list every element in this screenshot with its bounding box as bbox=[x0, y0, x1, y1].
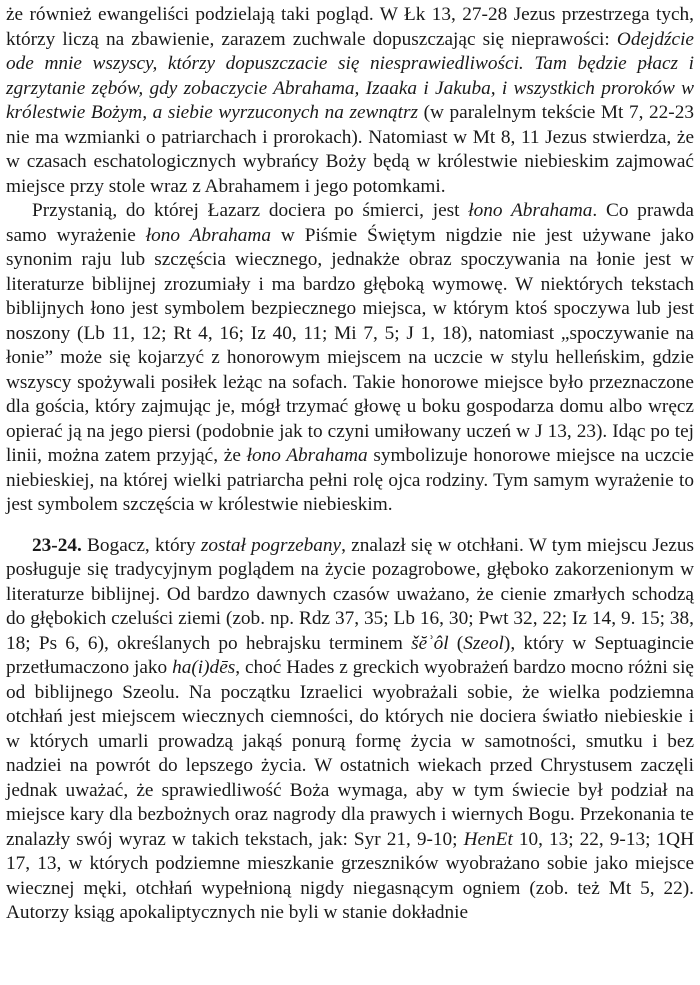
text-run: że również ewangeliści podzielają taki pogląd. W Łk 13, 27-28 Jezus przestrzega tych, którzy liczą na zbawienie, zarazem zuchwale dopuszczając się nieprawości: bbox=[6, 4, 694, 50]
italic-text-run: ha(i)dēs bbox=[172, 657, 236, 678]
italic-text-run: łono Abrahama bbox=[246, 445, 368, 466]
text-run: Przystanią, do której Łazarz dociera po śmierci, jest bbox=[32, 200, 469, 221]
bold-verse-reference: 23-24. bbox=[32, 534, 82, 556]
paragraph-spacer bbox=[6, 518, 694, 534]
text-run: Bogacz, który bbox=[81, 534, 201, 556]
text-run: symbolizuje honorowe miejsce na uczcie niebieskiej, na której wielki patriarcha pełni rolę ojca rodziny. Tym samym wyrażenie to jest symbolem szczęścia w królestwie niebieskim. bbox=[6, 445, 694, 515]
italic-text-run: šĕʾôl bbox=[411, 632, 449, 654]
italic-text-run: łono Abrahama bbox=[145, 224, 271, 246]
text-run: 10, 13; 22, 9-13; 1QH 17, 13, w których podziemne mieszkanie grzeszników wyobrażano sobie jako miejsce wiecznej męki, otchłań wypełnioną nigdy niegasnącym ogniem (zob. też Mt 5, 22). Autorzy ksiąg apokaliptycznych nie byli w stanie dokładnie bbox=[6, 828, 694, 923]
text-run: , znalazł się w otchłani. W tym miejscu Jezus posługuje się tradycyjnym poglądem na życie pozagrobowe, głęboko zakorzenionym w literaturze biblijnej. Od bardzo dawnych czasów uważano, że cienie zmarłych schodzą do głębokich czeluści ziemi (zob. np. Rdz 37, 35; Lb 16, 30; Pwt 32, 22; Iz 14, 9. 15; 38, 18; Ps 6, 6), określanych po hebrajsku terminem bbox=[6, 534, 694, 654]
text-run: (w paralelnym tekście Mt 7, 22-23 nie ma wzmianki o patriarchach i prorokach). Natomiast w Mt 8, 11 Jezus stwierdza, że w czasach eschatologicznych wybrańcy Boży będą w królestwie niebieskim zajmować miejsce przy stole wraz z Abrahamem i jego potomkami. bbox=[6, 102, 694, 197]
italic-text-run: łono Abrahama bbox=[468, 200, 593, 221]
paragraph-2 bbox=[6, 199, 694, 518]
text-run: ), który w Septuagincie przetłumaczono jako bbox=[6, 632, 694, 678]
italic-text-run: Odejdźcie ode mnie wszyscy, którzy dopuszczacie się niesprawiedliwości. Tam będzie płacz i zgrzytanie zębów, gdy zobaczycie Abrahama, Izaaka i Jakuba, i wszystkich proroków w królestwie Bożym, a siebie wyrzuconych na zewnątrz bbox=[6, 28, 694, 123]
italic-text-run: HenEt bbox=[463, 828, 513, 850]
text-run: ( bbox=[448, 632, 464, 654]
paragraph-1 bbox=[6, 3, 694, 199]
italic-text-run: został pogrzebany bbox=[200, 534, 342, 556]
text-run: , choć Hades z greckich wyobrażeń bardzo mocno różni się od biblijnego Szeolu. Na początku Izraelici wyobrażali sobie, że wielka podziemna otchłań jest miejscem wiecznych ciemności, do których nie dociera światło niebieskie i w których umarli prowadzą jakąś ponurą formę życia w samotności, smutku i bez nadziei na powrót do lepszego życia. W ostatnich wiekach przed Chrystusem zaczęli jednak uważać, że sprawiedliwość Boża wymaga, aby w tym świecie był podział na miejsce kary dla bezbożnych oraz nagrody dla prawych i wiernych Bogu. Przekonania te znalazły swój wyraz w takich tekstach, jak: Syr 21, 9-10; bbox=[6, 657, 694, 850]
paragraph-3 bbox=[6, 534, 694, 926]
text-run: w Piśmie Świętym nigdzie nie jest używane jako synonim raju lub szczęścia wiecznego, jednakże obraz spoczywania na łonie jest w literaturze biblijnej zrozumiały i ma bardzo głęboką wymowę. W niektórych tekstach biblijnych łono jest symbolem bezpiecznego miejsca, w którym ktoś spoczywa lub jest noszony (Lb 11, 12; Rt 4, 16; Iz 40, 11; Mi 7, 5; J 1, 18), natomiast „spoczywanie na łonie” może się kojarzyć z honorowym miejscem na uczcie w stylu helleńskim, gdzie wszyscy spożywali posiłek leżąc na sofach. Takie honorowe miejsce było przeznaczone dla gościa, który zajmując je, mógł trzymać głowę u boku gospodarza domu albo wręcz opierać ją na jego piersi (podobnie jak to czyni umiłowany uczeń w J 13, 23). Idąc po tej linii, można zatem przyjąć, że bbox=[6, 224, 694, 466]
text-run: . Co prawda samo wyrażenie bbox=[6, 200, 694, 246]
italic-text-run: Szeol bbox=[463, 632, 504, 654]
